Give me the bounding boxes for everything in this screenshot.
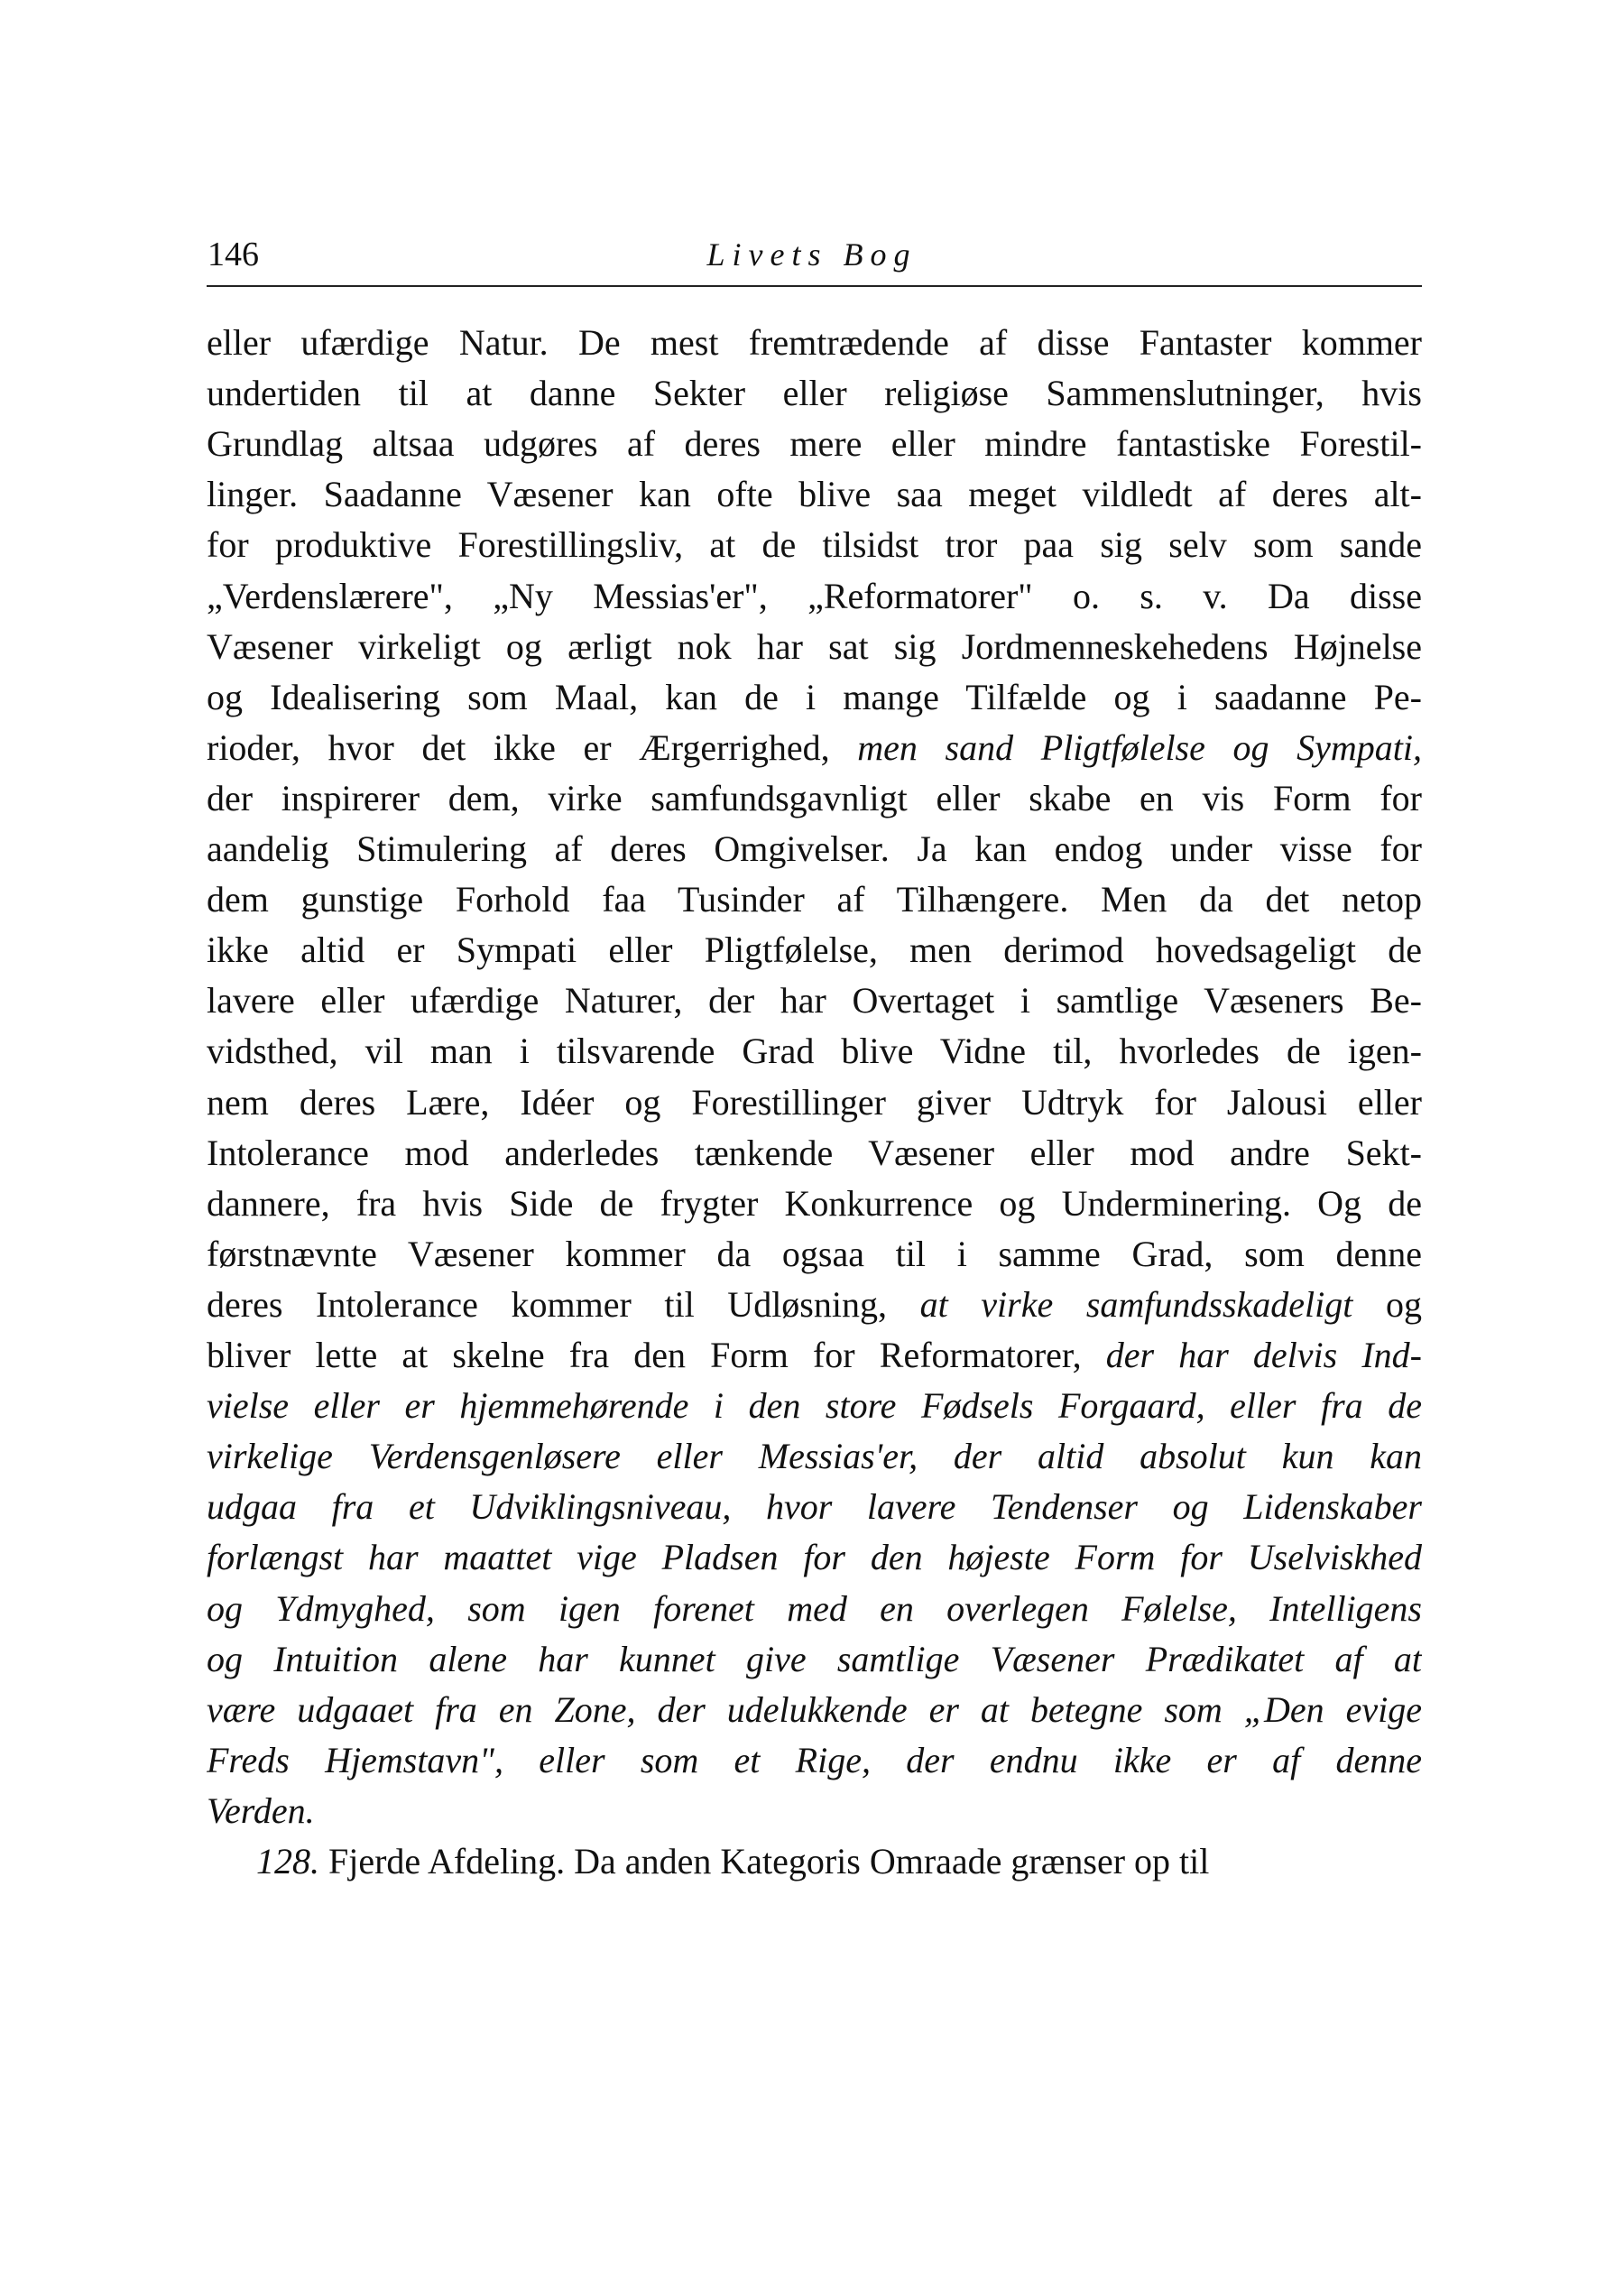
text-line — [207, 975, 1422, 1026]
text-line — [207, 874, 1422, 925]
text-segment: nem deres Lære, Idéer og Forestillinger giver Udtryk for Jalousi eller — [207, 1081, 1422, 1123]
text-segment: eller ufærdige Natur. De mest fremtrædende af disse Fantaster kommer — [207, 322, 1422, 363]
text-segment: førstnævnte Væsener kommer da ogsaa til i samme Grad, som denne — [207, 1233, 1422, 1274]
text-line — [207, 469, 1422, 520]
page-number: 146 — [208, 236, 259, 273]
italic-text-segment: udgaa fra et Udviklingsniveau, hvor lavere Tendenser og Lidenskaber — [207, 1486, 1422, 1528]
text-line — [207, 1128, 1422, 1179]
running-title: Livets Bog — [706, 236, 918, 273]
text-line — [207, 773, 1422, 824]
text-line — [207, 571, 1422, 622]
text-segment: dannere, fra hvis Side de frygter Konkurrence og Underminering. Og de — [207, 1182, 1422, 1224]
text-line — [207, 1229, 1422, 1280]
text-segment: ikke altid er Sympati eller Pligtfølelse, men derimod hovedsageligt de — [207, 929, 1422, 971]
italic-text-segment: forlængst har maattet vige Pladsen for den højeste Form for Uselviskhed — [207, 1537, 1422, 1578]
italic-text-segment: vielse eller er hjemmehørende i den store Fødsels Forgaard, eller fra de — [207, 1385, 1422, 1427]
text-line — [207, 1026, 1422, 1077]
text-segment: linger. Saadanne Væsener kan ofte blive saa meget vildledt af deres alt- — [207, 474, 1422, 515]
text-segment: Fjerde Afdeling. Da anden Kategoris Omraade grænser op til — [319, 1841, 1210, 1882]
italic-text-segment: være udgaaet fra en Zone, der udelukkende er at betegne som „Den evige — [207, 1688, 1422, 1730]
text-segment: dem gunstige Forhold faa Tusinder af Tilhængere. Men da det netop — [207, 879, 1422, 920]
italic-text-segment: og Ydmyghed, som igen forenet med en overlegen Følelse, Intelligens — [207, 1587, 1422, 1629]
text-segment: og — [1352, 1283, 1422, 1325]
italic-text-segment: Verden. — [207, 1789, 315, 1831]
text-line — [207, 1786, 1422, 1836]
text-line — [207, 368, 1422, 419]
text-line — [207, 1280, 1422, 1330]
text-segment: aandelig Stimulering af deres Omgivelser. Ja kan endog under visse for — [207, 828, 1422, 869]
text-segment: „Verdenslærere", „Ny Messias'er", „Reformatorer" o. s. v. Da disse — [207, 575, 1422, 616]
text-segment: Væsener virkeligt og ærligt nok har sat sig Jordmenneskehedens Højnelse — [207, 625, 1422, 667]
text-segment: og Idealisering som Maal, kan de i mange Tilfælde og i saadanne Pe- — [207, 676, 1422, 717]
italic-text-segment: Freds Hjemstavn", eller som et Rige, der endnu ikke er af denne — [207, 1739, 1422, 1780]
italic-text-segment: at virke samfundsskadeligt — [919, 1283, 1353, 1325]
text-segment: lavere eller ufærdige Naturer, der har Overtaget i samtlige Væseners Be- — [207, 980, 1422, 1022]
text-line — [207, 1836, 1422, 1887]
text-segment: Intolerance mod anderledes tænkende Væsener eller mod andre Sekt- — [207, 1132, 1422, 1173]
text-line — [207, 723, 1422, 773]
text-line — [207, 1584, 1422, 1634]
text-line — [207, 520, 1422, 570]
text-line — [207, 1634, 1422, 1685]
text-segment: bliver lette at skelne fra den Form for Reformatorer, — [207, 1335, 1106, 1375]
text-line — [207, 925, 1422, 975]
italic-text-segment: men sand Pligtfølelse og Sympati, — [857, 726, 1422, 768]
italic-text-segment: og Intuition alene har kunnet give samtlige Væsener Prædikatet af at — [207, 1638, 1422, 1679]
text-segment: deres Intolerance kommer til Udløsning, — [207, 1283, 920, 1325]
text-line — [207, 1431, 1422, 1482]
text-line — [207, 1685, 1422, 1735]
text-line — [207, 622, 1422, 672]
italic-text-segment: der har delvis Ind- — [1105, 1335, 1422, 1375]
header-rule — [207, 285, 1422, 287]
text-line — [207, 1179, 1422, 1229]
text-segment: rioder, hvor det ikke er Ærgerrighed, — [207, 726, 858, 768]
text-line — [207, 1381, 1422, 1431]
text-segment: undertiden til at danne Sekter eller religiøse Sammenslutninger, hvis — [207, 373, 1422, 414]
text-line — [207, 672, 1422, 723]
text-segment: der inspirerer dem, virke samfundsgavnligt eller skabe en vis Form for — [207, 777, 1422, 818]
text-line — [207, 1532, 1422, 1583]
italic-text-segment: 128. — [256, 1841, 319, 1882]
text-line — [207, 318, 1422, 368]
text-line — [207, 1735, 1422, 1786]
text-segment: vidsthed, vil man i tilsvarende Grad blive Vidne til, hvorledes de igen- — [207, 1031, 1422, 1072]
text-line — [207, 1077, 1422, 1128]
text-segment: for produktive Forestillingsliv, at de tilsidst tror paa sig selv som sande — [207, 524, 1422, 566]
italic-text-segment: virkelige Verdensgenløsere eller Messias'er, der altid absolut kun kan — [207, 1436, 1422, 1477]
text-line — [207, 1482, 1422, 1532]
text-segment: Grundlag altsaa udgøres af deres mere eller mindre fantastiske Forestil- — [207, 423, 1422, 465]
text-line — [207, 419, 1422, 469]
text-line — [207, 824, 1422, 874]
text-line — [207, 1330, 1422, 1381]
